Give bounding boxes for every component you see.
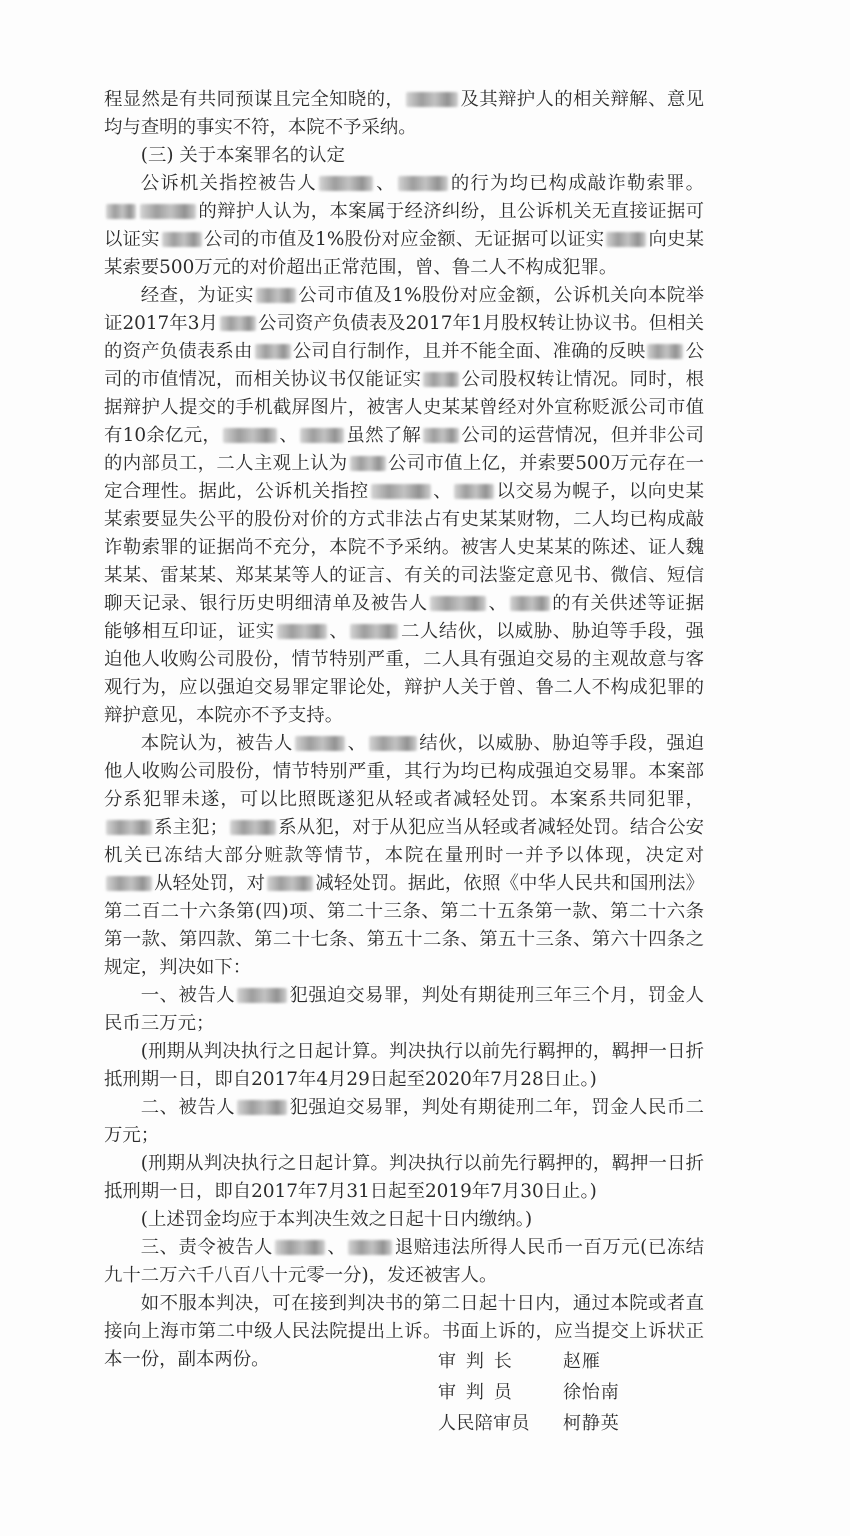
- paragraph: [104, 1234, 704, 1290]
- judgment-body: [104, 86, 704, 1374]
- redacted-name: [230, 820, 276, 835]
- text-run: 、: [328, 621, 349, 642]
- text-run: 、: [487, 593, 508, 614]
- redacted-name: [106, 204, 136, 219]
- text-run: 的行为均已构成敲诈勒索罪。: [449, 173, 704, 194]
- signature-title: 审判员: [438, 1382, 522, 1403]
- redacted-name: [350, 624, 398, 639]
- text-run: 犯强迫交易罪，判处有期徒刑二年，罚金人民币二万元；: [104, 1097, 704, 1146]
- redacted-name: [369, 736, 417, 751]
- redacted-name: [256, 288, 296, 303]
- redacted-name: [423, 428, 459, 443]
- signature-row: [438, 1408, 620, 1439]
- redacted-name: [275, 1240, 325, 1255]
- text-run: 如不服本判决，可在接到判决书的第二日起十日内，通过本院或者直接向上海市第二中级人民法院提出上诉。书面上诉的，应当提交上诉状正本一份，副本两份。: [104, 1293, 704, 1370]
- text-run: 的辩护人认为，本案属于经济纠纷，且公诉机关无直接证据可以证实: [104, 201, 704, 250]
- redacted-name: [319, 176, 373, 191]
- text-run: 二人结伙，以威胁、胁迫等手段，强迫他人收购公司股份，情节特别严重，二人具有强迫交易的主观故意与客观行为，应以强迫交易罪定罪论处，辩护人关于曾、鲁二人不构成犯罪的辩护意见，本院亦不予支持。: [104, 621, 704, 726]
- paragraph: [104, 1206, 704, 1234]
- signature-row: [438, 1377, 620, 1408]
- redacted-name: [140, 204, 196, 219]
- text-run: 退赔违法所得人民币一百万元(已冻结九十二万六千八百八十元零一分)，发还被害人。: [104, 1237, 704, 1286]
- text-run: 公司资产负债表及2017年1月股权转让协议书。但相关的资产负债表系由: [104, 313, 704, 362]
- paragraph: [104, 1150, 704, 1206]
- redacted-name: [647, 344, 683, 359]
- text-run: (刑期从判决执行之日起计算。判决执行以前先行羁押的，羁押一日折抵刑期一日，即自2017年7月31日起至2019年7月30日止。): [104, 1153, 704, 1202]
- text-run: 公诉机关指控被告人: [140, 173, 317, 194]
- text-run: 公司股权转让情况。同时，根据辩护人提交的手机截屏图片，被害人史某某曾经对外宣称贬派公司市值有10余亿元，: [104, 369, 704, 446]
- text-run: 、: [279, 425, 299, 446]
- redacted-name: [295, 736, 345, 751]
- paragraph: [104, 982, 704, 1038]
- redacted-name: [398, 176, 448, 191]
- redacted-name: [406, 92, 458, 107]
- signature-name: 赵雁: [563, 1351, 601, 1372]
- text-run: 系主犯；: [154, 817, 229, 838]
- text-run: 本院认为，被告人: [140, 733, 293, 754]
- redacted-name: [510, 596, 550, 611]
- text-run: 犯强迫交易罪，判处有期徒刑三年三个月，罚金人民币三万元；: [104, 985, 704, 1034]
- text-run: 公司市值及1%股份对应金额，公诉机关向本院举证2017年3月: [104, 285, 704, 334]
- text-run: 公司的运营情况，但并非公司的内部员工，二人主观上认为: [104, 425, 704, 474]
- text-run: 结伙，以威胁、胁迫等手段，强迫他人收购公司股份，情节特别严重，其行为均已构成强迫交易罪。本案部分系犯罪未遂，可以比照既遂犯从轻或者减轻处罚。本案系共同犯罪，: [104, 733, 704, 810]
- paragraph: [104, 1094, 704, 1150]
- text-run: 公司市值上亿，并索要500万元存在一定合理性。据此，公诉机关指控: [104, 453, 704, 502]
- redacted-name: [220, 316, 256, 331]
- redacted-name: [106, 876, 152, 891]
- redacted-name: [237, 988, 287, 1003]
- text-run: 减轻处罚。据此，依照《中华人民共和国刑法》第二百二十六条第(四)项、第二十三条、第二十五条第一款、第二十六条第一款、第四款、第二十七条、第五十二条、第五十三条、第六十四条之规定，判决如下：: [104, 873, 704, 978]
- text-run: 、: [374, 173, 396, 194]
- paragraph: [104, 170, 704, 282]
- text-run: 、: [326, 1237, 347, 1258]
- signature-name: 柯静英: [563, 1413, 620, 1434]
- signature-block: [438, 1346, 620, 1439]
- text-run: 的有关供述等证据能够相互印证，证实: [104, 593, 704, 642]
- text-run: 程显然是有共同预谋且完全知晓的，: [104, 89, 405, 110]
- redacted-name: [606, 232, 646, 247]
- redacted-name: [423, 372, 459, 387]
- text-run: (刑期从判决执行之日起计算。判决执行以前先行羁押的，羁押一日折抵刑期一日，即自2017年4月29日起至2020年7月28日止。): [104, 1041, 704, 1090]
- redacted-name: [348, 1240, 392, 1255]
- redacted-name: [430, 596, 486, 611]
- text-run: 三、责令被告人: [140, 1237, 273, 1258]
- signature-title: 审判长: [438, 1351, 522, 1372]
- text-run: (上述罚金均应于本判决生效之日起十日内缴纳。): [140, 1209, 533, 1230]
- text-run: 系从犯，对于从犯应当从轻或者减轻处罚。结合公安机关已冻结大部分赃款等情节，本院在量刑时一并予以体现，决定对: [104, 817, 704, 866]
- paragraph: [104, 1038, 704, 1094]
- paragraph: [104, 86, 704, 142]
- paragraph: [104, 282, 704, 730]
- text-run: (三) 关于本案罪名的认定: [140, 145, 345, 166]
- redacted-name: [371, 484, 431, 499]
- text-run: 经查，为证实: [140, 285, 254, 306]
- redacted-name: [267, 876, 313, 891]
- redacted-name: [223, 428, 277, 443]
- text-run: 、: [432, 481, 453, 502]
- redacted-name: [106, 820, 152, 835]
- signature-name: 徐怡南: [563, 1382, 620, 1403]
- text-run: 二、被告人: [140, 1097, 236, 1118]
- redacted-name: [300, 428, 344, 443]
- redacted-name: [255, 344, 291, 359]
- paragraph: [104, 730, 704, 982]
- redacted-name: [350, 456, 386, 471]
- text-run: 公司的市值情况，而相关协议书仅能证实: [104, 341, 704, 390]
- text-run: 虽然了解: [346, 425, 422, 446]
- text-run: 从轻处罚，对: [154, 873, 266, 894]
- redacted-name: [277, 624, 327, 639]
- paragraph: [104, 142, 704, 170]
- text-run: 向史某某索要500万元的对价超出正常范围，曾、鲁二人不构成犯罪。: [104, 229, 704, 278]
- redacted-name: [162, 232, 202, 247]
- text-run: 一、被告人: [140, 985, 236, 1006]
- redacted-name: [237, 1100, 287, 1115]
- text-run: 公司自行制作，且并不能全面、准确的反映: [292, 341, 646, 362]
- redacted-name: [454, 484, 494, 499]
- signature-title: 人民陪审员: [438, 1413, 530, 1434]
- text-run: 以交易为幌子，以向史某某索要显失公平的股份对价的方式非法占有史某某财物，二人均已构成敲诈勒索罪的证据尚不充分，本院不予采纳。被害人史某某的陈述、证人魏某某、雷某某、郑某某等人的证言、有关的司法鉴定意见书、微信、短信聊天记录、银行历史明细清单及被告人: [104, 481, 704, 614]
- text-run: 及其辩护人的相关辩解、意见均与查明的事实不符，本院不予采纳。: [104, 89, 704, 138]
- signature-row: [438, 1346, 620, 1377]
- text-run: 、: [346, 733, 367, 754]
- text-run: 公司的市值及1%股份对应金额、无证据可以证实: [203, 229, 605, 250]
